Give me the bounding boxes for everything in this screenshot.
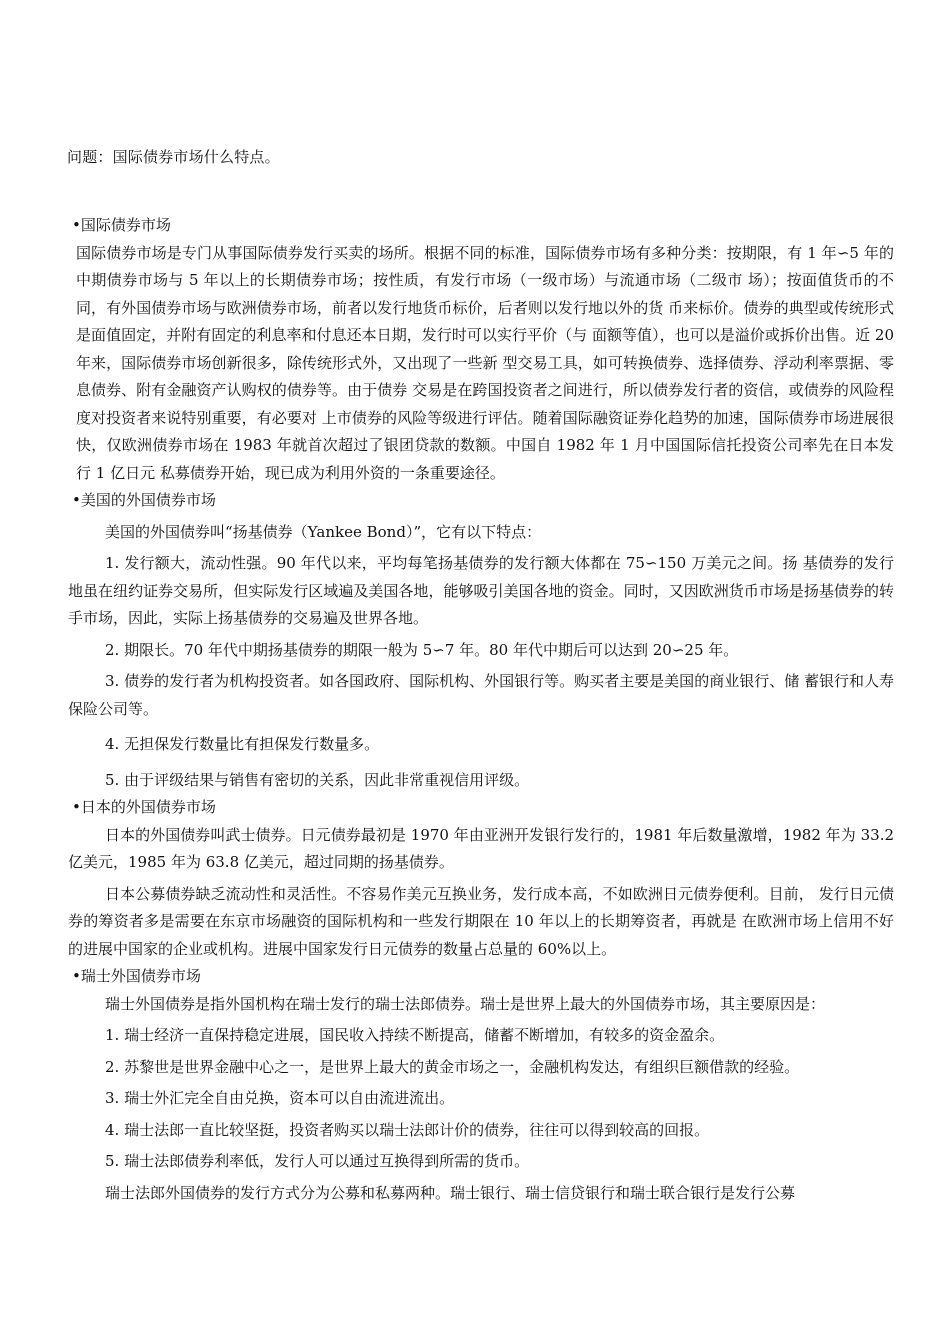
list-item: 1. 瑞士经济一直保持稳定进展，国民收入持续不断提高，储蓄不断增加，有较多的资金盈余。 [105,1026,725,1044]
list-item: 1. 发行额大，流动性强。90 年代以来，平均每笔扬基债券的发行额大体都在 75∽150 万美元之间。扬 基债券的发行地虽在纽约证券交易所，但实际发行区域遍及美国各地，能够吸引美国各地的资金。同时，又因欧洲货币市场是扬基债券的转手市场，因此，实际上扬基债券的交易遍及世界各地。 [68,554,894,627]
paragraph: 瑞士外国债券是指外国机构在瑞士发行的瑞士法郎债券。瑞士是世界上最大的外国债券市场，其主要原因是： [105,994,826,1013]
paragraph: 美国的外国债券叫“扬基债券（Yankee Bond）”，它有以下特点： [105,522,542,541]
list-item: 2. 苏黎世是世界金融中心之一，是世界上最大的黄金市场之一，金融机构发达，有组织巨额借款的经验。 [105,1057,800,1076]
list-item: 3. 债券的发行者为机构投资者。如各国政府、国际机构、外国银行等。购买者主要是美国的商业银行、储 蓄银行和人寿保险公司等。 [68,672,894,718]
section-swiss-foreign-bond-market [68,963,894,1207]
list-item: 5. 由于评级结果与销售有密切的关系，因此非常重视信用评级。 [105,770,530,789]
paragraph: 国际债券市场是专门从事国际债券发行买卖的场所。根据不同的标准，国际债券市场有多种分类：按期限，有 1 年∽5 年的中期债券市场与 5 年以上的长期债券市场；按性质，有发行市场（一级市场）与流通市场（二级市 场）；按面值货币的不同，有外国债券市场与欧洲债券市场，前者以发行地货币标价，后者则以发行地以外的货 币来标价。债券的典型或传统形式是面值固定，并附有固定的利息率和付息还本日期，发行时可以实行平价（与 面额等值），也可以是溢价或拆价出售。近 20 年来，国际债券市场创新很多，除传统形式外，又出现了一些新 型交易工具，如可转换债券、选择债券、浮动利率票据、零息债券、附有金融资产认购权的债券等。由于债券 交易是在跨国投资者之间进行，所以债券发行者的资信，或债券的风险程度对投资者来说特别重要，有必要对 上市债券的风险等级进行评估。随着国际融资证券化趋势的加速，国际债券市场进展很快，仅欧洲债券市场在 1983 年就首次超过了银团贷款的数额。中国自 1982 年 1 月中国国际信托投资公司率先在日本发行 1 亿日元 私募债券开始，现已成为利用外资的一条重要途径。 [76,243,894,482]
document-body [68,212,894,1207]
list-item: 2. 期限长。70 年代中期扬基债券的期限一般为 5∽7 年。80 年代中期后可以达到 20∽25 年。 [105,640,739,659]
section-international-bond-market [68,212,894,487]
paragraph: 日本的外国债券叫武士债券。日元债券最初是 1970 年由亚洲开发银行发行的，1981 年后数量激增，1982 年为 33.2 亿美元，1985 年为 63.8 亿美元，超过同期的扬基债券。 [68,825,894,871]
paragraph: 日本公募债券缺乏流动性和灵活性。不容易作美元互换业务，发行成本高，不如欧洲日元债券便利。目前， 发行日元债券的筹资者多是需要在东京市场融资的国际机构和一些发行期限在 10 年以上的长期筹资者，再就是 在欧洲市场上信用不好的进展中国家的企业或机构。进展中国家发行日元债券的数量占总量的 60%以上。 [68,884,894,958]
list-item: 4. 无担保发行数量比有担保发行数量多。 [105,735,380,753]
section-us-foreign-bond-market [68,487,894,794]
list-item: 4. 瑞士法郎一直比较坚挺，投资者购买以瑞士法郎计价的债券，往往可以得到较高的回报。 [105,1120,710,1139]
section-heading: •国际债券市场 [72,216,171,234]
list-item: 5. 瑞士法郎债券利率低，发行人可以通过互换得到所需的货币。 [105,1152,530,1170]
section-heading: •日本的外国债券市场 [72,798,216,816]
question-line: 问题：国际债券市场什么特点。 [67,148,280,166]
paragraph: 瑞士法郎外国债券的发行方式分为公募和私募两种。瑞士银行、瑞士信贷银行和瑞士联合银行是发行公募 [105,1183,796,1202]
section-heading: •瑞士外国债券市场 [72,967,201,985]
list-item: 3. 瑞士外汇完全自由兑换，资本可以自由流进流出。 [105,1089,455,1107]
section-japan-foreign-bond-market [68,794,894,963]
section-heading: •美国的外国债券市场 [72,491,216,509]
